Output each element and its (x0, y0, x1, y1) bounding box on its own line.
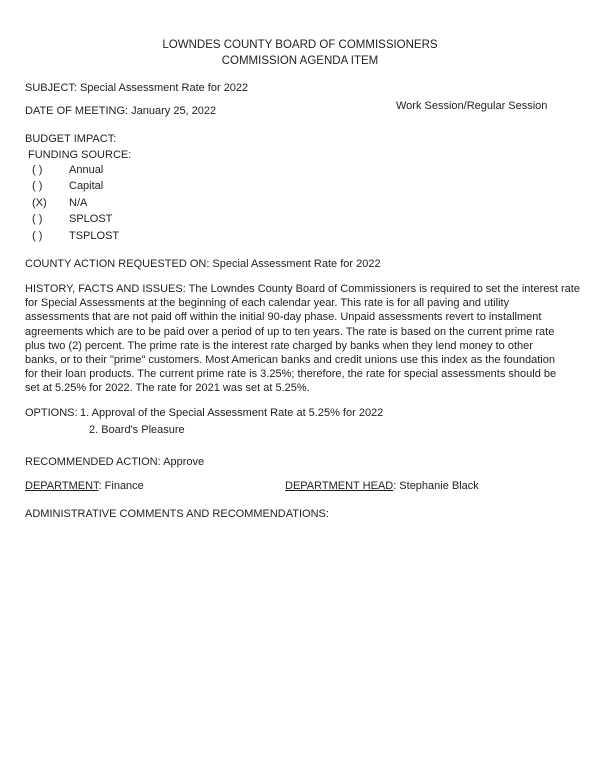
meeting-date: DATE OF MEETING: January 25, 2022 (25, 105, 217, 117)
checkbox-mark: ( ) (32, 164, 43, 176)
history-line: agreements which are to be paid over a period of up to ten years. The rate is based on the current prime rate (25, 325, 555, 338)
history-line: HISTORY, FACTS AND ISSUES: The Lowndes County Board of Commissioners is required to set the interest rate (25, 283, 580, 295)
funding-source: FUNDING SOURCE: (28, 149, 132, 161)
county-action: COUNTY ACTION REQUESTED ON: Special Assessment Rate for 2022 (25, 258, 381, 270)
department-head (285, 479, 479, 493)
history-line: set at 5.25% for 2022. The rate for 2021 was set at 5.25%. (25, 382, 310, 395)
subject: SUBJECT: Special Assessment Rate for 2022 (25, 82, 249, 94)
department-label: DEPARTMENT (25, 480, 99, 492)
history-facts-issues (25, 282, 585, 396)
checkbox-mark: ( ) (32, 230, 43, 242)
department-value: : Finance (98, 480, 144, 492)
funding-option-label: Annual (69, 164, 104, 176)
history-line: banks, or to their "prime" customers. Most American banks and credit unions use this index as the foundation (25, 354, 555, 367)
history-line: assessments that are not paid off within the initial 90-day phase. Unpaid assessments revert to installment (25, 311, 542, 324)
session-type: Work Session/Regular Session (396, 100, 548, 112)
checkbox-mark: ( ) (32, 180, 43, 192)
funding-option-label: Capital (69, 180, 104, 192)
recommended-action: RECOMMENDED ACTION: Approve (25, 456, 205, 468)
funding-option-label: SPLOST (69, 213, 113, 225)
header-line-2: COMMISSION AGENDA ITEM (221, 55, 379, 67)
option-2: 2. Board's Pleasure (89, 424, 185, 436)
department-head-label: DEPARTMENT HEAD (285, 480, 394, 492)
budget-impact: BUDGET IMPACT: (25, 133, 117, 145)
checkbox-mark: (X) (32, 197, 47, 209)
department-head-value: : Stephanie Black (393, 480, 479, 492)
options-label: OPTIONS: (25, 407, 78, 419)
option-1: 1. Approval of the Special Assessment Rate at 5.25% for 2022 (80, 407, 384, 419)
history-line: for Special Assessments at the beginning of each calendar year. This rate is for all paving and utility (25, 297, 510, 310)
funding-option-label: N/A (69, 197, 88, 209)
checkbox-mark: ( ) (32, 213, 43, 225)
administrative-comments: ADMINISTRATIVE COMMENTS AND RECOMMENDATIONS: (25, 508, 329, 520)
history-line: for their loan products. The current prime rate is 3.25%; therefore, the rate for special assessments should be (25, 368, 557, 381)
department (25, 479, 144, 493)
header-line-1: LOWNDES COUNTY BOARD OF COMMISSIONERS (162, 39, 438, 51)
history-line: plus two (2) percent. The prime rate is the interest rate charged by banks when they lend money to other (25, 339, 533, 352)
funding-option-label: TSPLOST (69, 230, 120, 242)
